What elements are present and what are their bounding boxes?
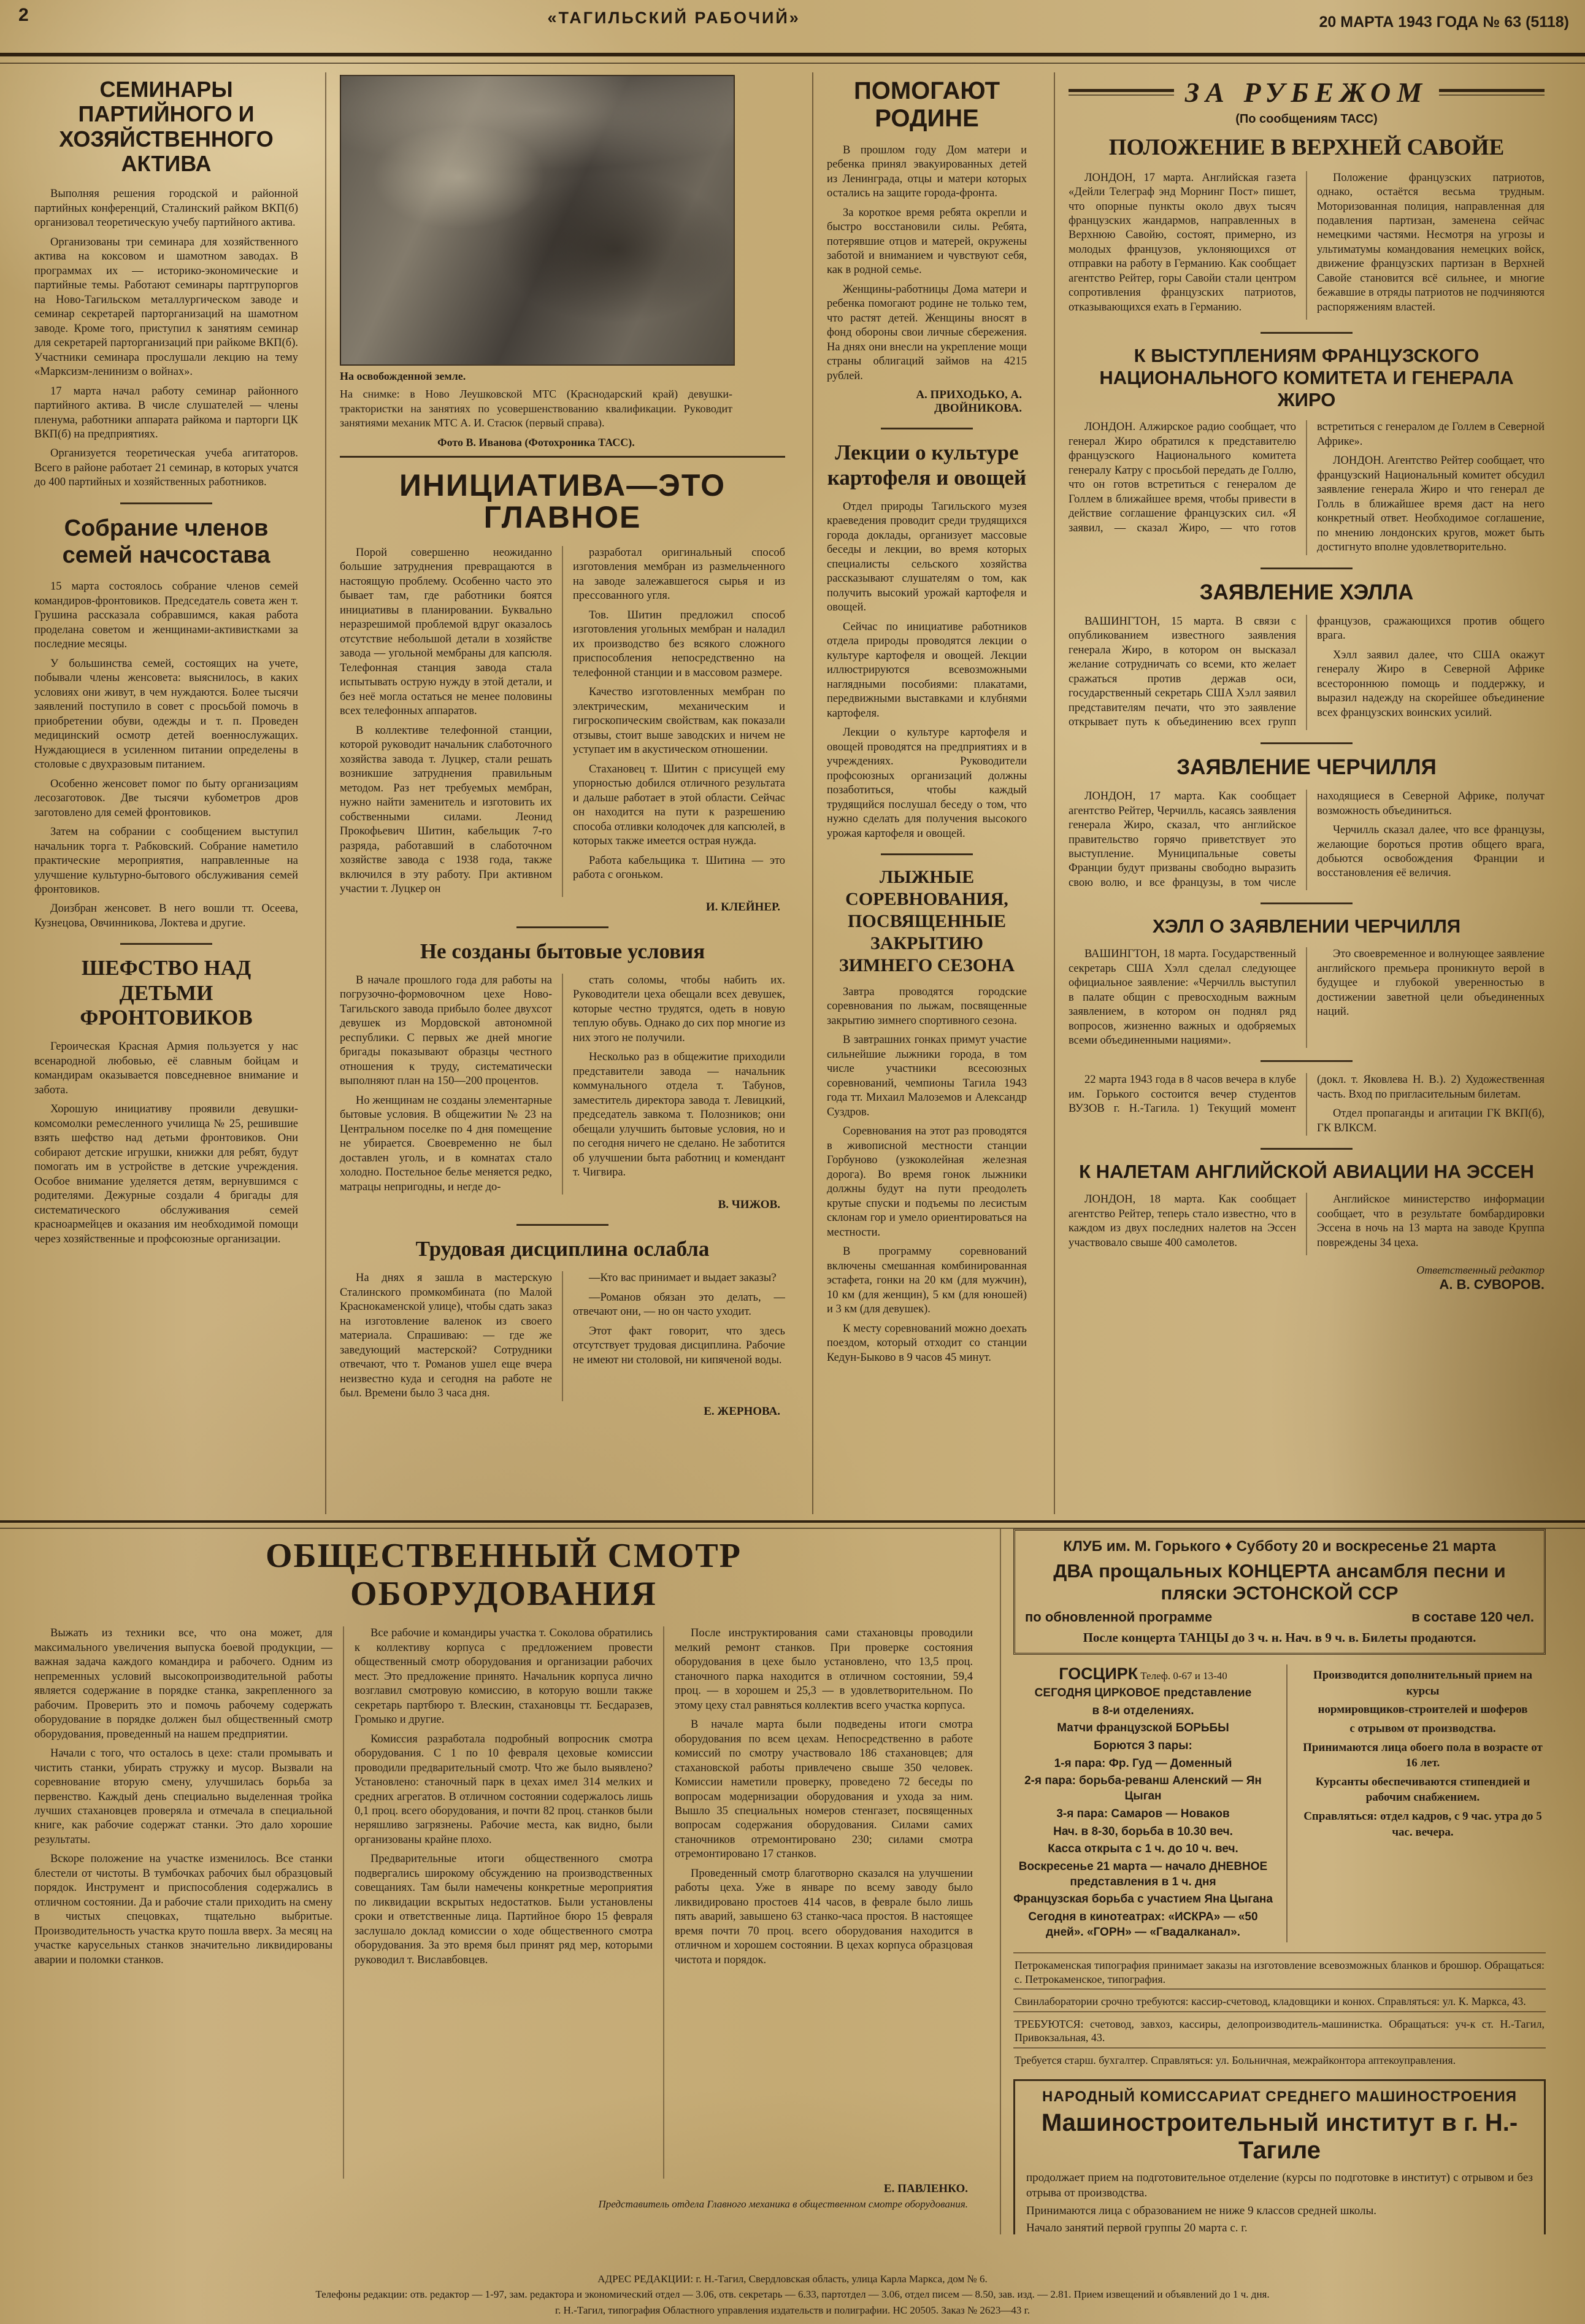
paragraph: За короткое время ребята окрепли и быстро восстановили силы. Ребята, потерявшие отцов и матерей, окружены заботой и вниманием и чувствуют себя, как в родной семье. — [827, 206, 1027, 277]
page-number: 2 — [18, 5, 29, 25]
paragraph: В коллективе телефонной станции, которой руководит начальник слаботочного хозяйства завода т. Луцкер, стали решать возникшие затруднения правильным методом. Раз нет требуемых мембран, нужно найти заменитель и изготовить их собственными силами. Леонид Прокофьевич Шитин, кабельщик 7-го разряда, работавший в слаботочном хозяйстве завода с 1938 года, также включился в эту работу. При активном участии т. Луцкер он — [340, 724, 552, 896]
notice-item — [1013, 1988, 1546, 2011]
paragraph: ЛОНДОН. Агентство Рейтер сообщает, что французский Национальный комитет обсудил заявление генерала Жиро и что генерал де Голль в ближайшее время даст на него конкретный ответ. Необходимое соглашение, по мнению лондонских кругов, может быть достигнуто вполне удовлетворительно. — [1317, 455, 1545, 554]
paragraph: 15 марта состоялось собрание членов семей командиров-фронтовиков. Председатель совета жен т. Грушина рассказала собравшимся, какая работа проделана советом и женщинами-активистками за последние месяцы. — [34, 580, 298, 651]
paragraph: ВАШИНГТОН, 15 марта. В связи с опубликованием известного заявления генерала Жиро, в котором он высказал желание сотрудничать со всеми, кто желает сражаться против держав оси, государственный секретарь США Хэлл заявил представителям печати, что это заявление открывает путь к объединению всех групп французов, сражающихся против общего врага. — [1069, 615, 1545, 729]
paragraph: СЕГОДНЯ ЦИРКОВОЕ представление — [1034, 1687, 1252, 1699]
paragraph: Организованы три семинара для хозяйственного актива на коксовом и шамотном заводах. В программах их — историко-экономические и партийные темы. Работают семинары партгрупоргов на Ново-Тагильском металлургическом заводе и семинар секретарей парторганизаций на шамотном заводе. Кроме того, приступил к занятиям семинар для секретарей парторганизаций при райкоме ВКП(б). Участники семинара прослушали лекцию на тему «Марксизм-ленинизм о войнах». — [34, 236, 298, 379]
ad-club-gorky — [1013, 1529, 1546, 1655]
photo-caption-text: На снимке: в Ново Леушковской МТС (Краснодарский край) девушки-трактористки на занятиях по усовершенствованию квалификации. Руководит занятиями механик МТС А. И. Стасюк (первый справа). — [340, 388, 732, 429]
paragraph: Женщины-работницы Дома матери и ребенка помогают родине не только тем, что растят детей. Женщины вносят в фонд обороны свои личные сбережения. На днях они внесли на укрепление мощи страны облигаций займов на 4215 рублей. — [827, 283, 1027, 382]
ad-institute-header1: НАРОДНЫЙ КОМИССАРИАТ СРЕДНЕГО МАШИНОСТРОЕНИЯ — [1042, 2088, 1517, 2106]
paragraph: Качество изготовленных мембран по электрическим, механическим и гигроскопическим свойствам, как показали отзывы, стоит выше заводских и ничем не уступает им в акустическом отношении. — [573, 686, 785, 756]
paragraph: Вскоре положение на участке изменилось. Все станки блестели от чистоты. В тумбочках рабочих был образцовый порядок. Инструмент и приспособления содержались в отличном состоянии. Да и рабочие стали приходить на смену в чистых спецовках, тщательно выбритые. Производительность участка круто пошла вверх. За месяц на участке карусельных станков значительно ликвидированы аварии и поломки станков. — [34, 1853, 332, 1966]
paragraph: стать соломы, чтобы набить их. Руководители цеха обещали всех девушек, которые честно трудятся, одеть в новую теплую обувь. Однако до сих пор многие из них этого не получили. — [573, 974, 785, 1044]
ad-circus-lines — [1013, 1686, 1273, 1940]
paragraph: Курсанты обеспечиваются стипендией и рабочим снабжением. — [1315, 1775, 1530, 1804]
editor-name: А. В. СУВОРОВ. — [1439, 1276, 1545, 1292]
paragraph: Принимаются лица с образованием не ниже 9 классов средней школы. — [1026, 2204, 1377, 2217]
ads-column — [1000, 1529, 1546, 2234]
paragraph: В завтрашних гонках примут участие сильнейшие лыжники города, в том числе участники всесоюзных соревнований, чемпионы Тагила 1943 года тт. Михаил Малоземов и Александр Суздров. — [827, 1034, 1027, 1118]
rule-left — [1069, 89, 1174, 96]
paragraph: ЛОНДОН, 18 марта. Как сообщает агентство Рейтер, теперь стало известно, что в каждом из двух последних налетов на Эссен участвовало свыше 400 самолетов. — [1069, 1193, 1296, 1249]
ad-club-line1: КЛУБ им. М. Горького ♦ Субботу 20 и воскресенье 21 марта — [1063, 1538, 1496, 1555]
bottom-section — [34, 1529, 1549, 2234]
photo-credit: Фото В. Иванова (Фотохроника ТАСС). — [437, 436, 635, 448]
article-body-sobranie — [34, 580, 298, 931]
ad-club-line5: После концерта ТАНЦЫ до 3 ч. н. Нач. в 9 ч. в. Билеты продаются. — [1083, 1630, 1476, 1645]
foreign-body-savoy — [1069, 171, 1545, 320]
paragraph: с отрывом от производства. — [1349, 1722, 1496, 1735]
paragraph: Хэлл заявил далее, что США окажут генералу Жиро в Северной Африке всестороннюю помощь и поддержку, и выразил надежду на скорейшее объединение всех французских воинских усилий. — [1317, 648, 1545, 719]
paragraph: —Романов обязан это делать, — отвечают они, — но он часто уходит. — [573, 1291, 785, 1318]
separator-rule — [1261, 1060, 1353, 1062]
byline-note-smotr: Представитель отдела Главного механика в общественном смотре оборудования. — [598, 2198, 968, 2210]
ad-circus-phones: Телеф. 0-67 и 13-40 — [1140, 1670, 1227, 1682]
foreign-article — [1069, 915, 1545, 1048]
article-body-shefstvo — [34, 1040, 298, 1247]
rule-right — [1439, 89, 1545, 96]
ad-club-line4: в составе 120 чел. — [1411, 1609, 1534, 1625]
foreign-article — [1069, 345, 1545, 555]
article-body-lekcii — [827, 500, 1027, 841]
editor-signature — [1069, 1264, 1545, 1293]
foreign-body-hull — [1069, 615, 1545, 730]
paragraph: Справляться: отдел кадров, с 9 час. утра до 5 час. вечера. — [1303, 1810, 1542, 1839]
smotr-title — [34, 1537, 973, 1613]
photo-block — [340, 75, 785, 450]
separator-rule — [120, 943, 212, 945]
separator-rule — [1261, 902, 1353, 904]
paragraph: Организуется теоретическая учеба агитаторов. Всего в районе работает 21 семинар, в которых учатся до 400 партийных и хозяйственных работников. — [34, 447, 298, 489]
paragraph: Работа кабельщика т. Шитина — это работа с огоньком. — [573, 854, 785, 882]
paragraph: Предварительные итоги общественного смотра подвергались широкому обсуждению на производственных совещаниях. Там были намечены конкретные мероприятия по ликвидации вскрытых недостатков. Были установлены сроки и ответственные лица. Партийное бюро 15 февраля заслушало доклад комиссии о ходе общественного смотра оборудования. За это время был принят ряд мер, которыми руководил т. Виславбовцев. — [355, 1853, 653, 1966]
article-body-rodina — [827, 144, 1027, 384]
column-2-3 — [325, 72, 785, 1514]
smotr-title-line1: ОБЩЕСТВЕННЫЙ СМОТР — [265, 1537, 742, 1575]
paragraph: —Кто вас принимает и выдает заказы? — [589, 1272, 777, 1285]
paragraph: Лекции о культуре картофеля и овощей проводятся на предприятиях и в учреждениях. Руководители профсоюзных организаций должны позаботиться, чтобы каждый трудящийся послушал беседу о том, что нужно сделать для получения высокого урожая картофеля и овощей. — [827, 726, 1027, 840]
paragraph: Английское министерство информации сообщает, что в результате бомбардировки Эссена в ночь на 13 марта на заводе Круппа повреждены 34 цеха. — [1317, 1193, 1545, 1249]
paragraph: Черчилль сказал далее, что все французы, желающие бороться против общего врага, добьются освобождения Франции и восстановления её величия. — [1317, 824, 1545, 880]
ad-club-line34 — [1025, 1609, 1534, 1625]
paragraph: Отдел природы Тагильского музея краеведения проводит среди трудящихся города доклады, организует массовые беседы и лекции, во время которых специалисты сельского хозяйства рассказывают слушателям о том, как получить высокий урожай картофеля и овощей. — [827, 500, 1027, 614]
notice-text: Петрокаменская типография принимает заказы на изготовление всевозможных бланков и брошюр. Обращаться: с. Петрокаменское, типография. — [1015, 1959, 1545, 1985]
column-4 — [812, 72, 1027, 1514]
paragraph: Тов. Шитин предложил способ изготовления угольных мембран и наладил их производство без всякого сложного приспособления непосредственно на телефонной станции и в массовом размере. — [573, 609, 785, 679]
footer-print-info: г. Н.-Тагил, типография Областного управления издательств и полиграфии. НС 20505. Заказ № 2623—43 г. — [555, 2304, 1030, 2316]
article-body-byt — [340, 974, 785, 1195]
notice-item — [1013, 2011, 1546, 2047]
paragraph: 1-я пара: Фр. Гуд — Доменный — [1054, 1756, 1232, 1770]
notice-item — [1013, 2047, 1546, 2070]
editor-label: Ответственный редактор — [1416, 1263, 1545, 1276]
ad-club-line2: ДВА прощальных КОНЦЕРТА ансамбля песни и пляски ЭСТОНСКОЙ ССР — [1053, 1560, 1506, 1604]
ad-pair — [1013, 1664, 1546, 1942]
paragraph: У большинства семей, состоящих на учете, побывали члены женсовета: выяснилось, в каких условиях они живут, в чем нуждаются. Более тысячи заявлений поступило в совет с просьбой помочь в приобретении обуви, одежды и т. п. Проведен медицинский осмотр детей военнослужащих. Нуждающиеся в усиленном питании определены в столовые с двухразовым питанием. — [34, 657, 298, 771]
paragraph: Начало занятий первой группы 20 марта с. г. — [1026, 2222, 1248, 2234]
paragraph: в 8-и отделениях. — [1092, 1704, 1194, 1717]
paragraph: ВАШИНГТОН, 18 марта. Государственный секретарь США Хэлл сделал следующее официальное заявление: «Черчилль выступил в палате общин с превосходным важным заявлением, в котором он поднял ряд вопросов, жизненно важных и одобряемых всеми объединенными нациями». — [1069, 948, 1296, 1047]
paragraph: разработал оригинальный способ изготовления мембран из размельченного на заводе залежавшегося сырья и из прессованного угля. — [573, 546, 785, 602]
paragraph: Касса открыта с 1 ч. до 10 ч. веч. — [1048, 1842, 1238, 1856]
paragraph: Французская борьба с участием Яна Цыгана — [1013, 1893, 1273, 1906]
separator-rule — [1261, 332, 1353, 334]
byline-initiative: И. КЛЕЙНЕР. — [705, 900, 780, 914]
foreign-title-zhiro: К ВЫСТУПЛЕНИЯМ ФРАНЦУЗСКОГО НАЦИОНАЛЬНОГО КОМИТЕТА И ГЕНЕРАЛА ЖИРО — [1099, 345, 1514, 410]
separator-rule — [516, 1224, 608, 1226]
paragraph: 2-я пара: борьба-реванш Аленский — Ян Цыган — [1024, 1774, 1262, 1803]
paragraph: Стахановец т. Шитин с присущей ему упорностью добился отличного результата и дальше работает в этой области. Сейчас он находится на пути к разрешению способа отливки колодочек для капсюлей, в которых также имеется острая нужда. — [573, 763, 785, 848]
paragraph: Порой совершенно неожиданно большие затруднения превращаются в настоящую проблему. Особенно часто это бывает там, где работники боятся инициативы в планировании. Буквально неразрешимой проблемой вдруг оказалось отсутствие небольшой детали в хозяйстве завода — угольной мембраны для капсюля. Телефонная станция завода стала испытывать острую нужду в этой детали, и без неё могла остаться не менее половины всех телефонных аппаратов. — [340, 546, 552, 718]
paragraph: Завтра проводятся городские соревнования по лыжам, посвященные закрытию зимнего спортивного сезона. — [827, 985, 1027, 1027]
issue-date-line: 20 МАРТА 1943 ГОДА № 63 (5118) — [1319, 13, 1569, 31]
paragraph: В начале марта были подведены итоги смотра оборудования по всем цехам. Непосредственно в работе комиссий по смотру участвовало 186 стахановцев; для стахановской работы привлечено свыше 350 человек. Комиссии наметили проверку, проведено 72 беседы по вопросам модернизации оборудования и ухода за ним. Вышло 35 специальных номеров стенгазет, посвященных вопросам содержания оборудования. Силами самих станочников отремонтировано 230; силами смотра отремонтировано 17 станков. — [675, 1718, 973, 1861]
header-rule — [0, 53, 1585, 64]
newspaper-title: «ТАГИЛЬСКИЙ РАБОЧИЙ» — [547, 9, 800, 27]
article-title-seminars: СЕМИНАРЫ ПАРТИЙНОГО И ХОЗЯЙСТВЕННОГО АКТИВА — [59, 77, 274, 176]
column-foreign — [1054, 72, 1545, 1514]
separator-rule — [120, 502, 212, 504]
ad-circus — [1013, 1664, 1273, 1942]
paragraph: В прошлом году Дом матери и ребенка принял эвакуированных детей из Ленинграда, отцы и матери которых остались на защите города-фронта. — [827, 144, 1027, 200]
separator-rule — [881, 428, 973, 429]
paragraph: После инструктирования сами стахановцы проводили мелкий ремонт станков. При проверке состояния оборудования в цехе было установлено, что 13,5 проц. станочного парка находится в отличном состоянии, 59,4 проц. — в хорошем и 25,3 — в удовлетворительном. По этому цеху стал равняться коллектив всего участка корпуса. — [675, 1627, 973, 1712]
paragraph: ЛОНДОН. Алжирское радио сообщает, что генерал Жиро обратился к представителю французского Национального комитета генералу Катру с просьбой передать де Голлю, что он готов встретиться с генералом де Голлем в ближайшее время, чтобы привести в действие соглашение французских сил. «Я заявил, — сказал Жиро, — что готов встретиться с генералом де Голлем в Северной Африке». — [1069, 421, 1545, 534]
paragraph: Затем на собрании с сообщением выступил начальник торга т. Рабковский. Собрание наметило практические мероприятия, направленные на улучшение культурно-бытового обслуживания семей фронтовиков. — [34, 826, 298, 896]
foreign-section-titlebar — [1069, 76, 1545, 109]
paragraph: Комиссия разработала подробный вопросник смотра оборудования. С 1 по 10 февраля цеховые комиссии проводили предварительный смотр. Что же было выявлено? Установлено: станочный парк в цехах имел 314 мелких и средних агрегатов. В отличном состоянии содержалось лишь 0,1 проц. всего оборудования, и почти 82 проц. станков были неряшливо загрязнены. Рабочие места, как видно, были организованы крайне плохо. — [355, 1733, 653, 1846]
paragraph: Этот факт говорит, что здесь отсутствует трудовая дисциплина. Рабочие не имеют ни столовой, ни кипяченой воды. — [573, 1325, 785, 1366]
paragraph: Хорошую инициативу проявили девушки-комсомолки ремесленного училища № 25, решившие взять шефство над детьми фронтовиков. Они собирают детские игрушки, книжки для ребят, будут помогать им в устройстве в детские учреждения. Особое внимание уделяется детям, вернувшимся с родителями. Дежурные создали 4 бригады для систематического обслуживания семей красноармейцев и оказания им необходимой помощи через хозяйственные и профсоюзные организации. — [34, 1103, 298, 1245]
article-body-initiative — [340, 546, 785, 897]
paragraph: Особенно женсовет помог по быту организациям лесозаготовок. Две тысячи кубометров дров заготовлено для семей фронтовиков. — [34, 777, 298, 819]
foreign-title-savoy: ПОЛОЖЕНИЕ В ВЕРХНЕЙ САВОЙЕ — [1108, 135, 1505, 160]
paragraph: К месту соревнований можно доехать поездом, который отходит со станции Кедун-Быково в 9 часов 45 минут. — [827, 1322, 1027, 1364]
news-photo — [340, 75, 735, 366]
smotr-title-line2: ОБОРУДОВАНИЯ — [350, 1574, 657, 1613]
article-body-seminars — [34, 187, 298, 490]
byline-discipline: Е. ЖЕРНОВА. — [704, 1404, 780, 1418]
paragraph: Соревнования на этот раз проводятся в живописной местности станции Горбуново (узкоколейная железная дорога). Во время гонок лыжники должны будут на пути преодолеть крутые спуски и подъемы по лесистым склонам гор и умело ориентироваться на местности. — [827, 1125, 1027, 1239]
paragraph: Это своевременное и волнующее заявление английского премьера проникнуто верой в будущее и глубокой уверенностью в достижении заветной цели объединенных наций. — [1317, 948, 1545, 1018]
notice-text: Требуется старш. бухгалтер. Справляться: ул. Больничная, межрайконтора аптекоуправления. — [1015, 2053, 1456, 2066]
foreign-title-churchill: ЗАЯВЛЕНИЕ ЧЕРЧИЛЛЯ — [1176, 755, 1437, 779]
paragraph: продолжает прием на подготовительное отделение (курсы по подготовке в институт) с отрывом и без отрыва от производства. — [1026, 2171, 1533, 2199]
foreign-article — [1069, 135, 1545, 320]
smotr-article — [34, 1529, 973, 2234]
foreign-body-essen — [1069, 1193, 1545, 1255]
page-footer — [0, 2271, 1585, 2318]
notice-text: Свинлаборатории срочно требуются: кассир-счетовод, кладовщики и конюх. Справляться: ул. К. Маркса, 43. — [1015, 1995, 1526, 2008]
foreign-body-churchill — [1069, 790, 1545, 890]
smotr-body — [34, 1626, 973, 2179]
paragraph: Матчи французской БОРЬБЫ — [1057, 1722, 1229, 1735]
separator-rule — [881, 853, 973, 855]
bottom-section-rule — [0, 1520, 1585, 1529]
foreign-title-essen: К НАЛЕТАМ АНГЛИЙСКОЙ АВИАЦИИ НА ЭССЕН — [1079, 1161, 1534, 1183]
paragraph: Производится дополнительный прием на курсы — [1313, 1669, 1532, 1698]
foreign-article — [1069, 580, 1545, 730]
article-body-discipline — [340, 1271, 785, 1401]
article-title-sobranie: Собрание членов семей начсостава — [62, 515, 271, 568]
ad-club-line3: по обновленной программе — [1025, 1609, 1213, 1625]
byline-smotr: Е. ПАВЛЕНКО. — [883, 2182, 968, 2196]
paragraph: Все рабочие и командиры участка т. Соколова обратились к коллективу корпуса с предложением провести общественный смотр оборудования и организации рабочих мест. Это предложение принято. Начальник корпуса лично возглавил смотровую комиссию, в которую вошли также секретарь партбюро т. Влескин, стахановцы тт. Бесдаразев, Громыко и другие. — [355, 1627, 653, 1726]
notices-block — [1013, 1952, 1546, 2069]
ad-circus-name: ГОСЦИРК — [1059, 1664, 1138, 1683]
paragraph: нормировщиков-строителей и шоферов — [1318, 1703, 1528, 1717]
paragraph: Проведенный смотр благотворно сказался на улучшении работы цеха. Уже в январе по всему заводу было ликвидировано простоев 414 часов, в феврале было лишь пять аварий, завышено 63 станко-часа простоя. В настоящее время почти 70 проц. всего оборудования находится в отличном и хорошем состоянии. В цехах корпуса образцовая чистота и порядок. — [675, 1867, 973, 1966]
separator-rule — [340, 456, 785, 458]
notice-students-evening-body — [1069, 1073, 1545, 1136]
paragraph: В начале прошлого года для работы на погрузочно-формовочном цехе Ново-Тагильского завода прибыло более двухсот девушек из Мордовской автономной республики. С первых же дней многие бригады показывают образцы честного отношения к труду, систематически выполняют план на 150—200 процентов. — [340, 974, 552, 1088]
separator-rule — [516, 926, 608, 928]
paragraph: Нач. в 8-30, борьба в 10.30 веч. — [1053, 1825, 1233, 1838]
separator-rule — [1261, 742, 1353, 744]
footer-address: АДРЕС РЕДАКЦИИ: г. Н.-Тагил, Свердловская область, улица Карла Маркса, дом № 6. — [597, 2272, 988, 2285]
paragraph: 17 марта начал работу семинар районного партийного актива. В числе слушателей — члены пленума, работники аппарата райкома и парторги ЦК ВКП(б) на предприятиях. — [34, 385, 298, 441]
article-title-lyzhi: ЛЫЖНЫЕ СОРЕВНОВАНИЯ, ПОСВЯЩЕННЫЕ ЗАКРЫТИЮ ЗИМНЕГО СЕЗОНА — [839, 866, 1015, 975]
paragraph: ЛОНДОН, 17 марта. Как сообщает агентство Рейтер, Черчилль, касаясь заявления генерала Жиро, сказал, что английское правительство горячо приветствует это выступление. Муниципальные советы Франции будут призваны свободно выразить свою волю, и все французы, в том числе находящиеся в Северной Африке, получат возможность объединиться. — [1069, 790, 1545, 889]
foreign-title-hull: ЗАЯВЛЕНИЕ ХЭЛЛА — [1199, 580, 1414, 604]
article-title-rodina: ПОМОГАЮТ РОДИНЕ — [853, 77, 1000, 132]
paragraph: Борются 3 пары: — [1094, 1739, 1192, 1753]
article-title-shefstvo: ШЕФСТВО НАД ДЕТЬМИ ФРОНТОВИКОВ — [80, 956, 253, 1029]
paragraph: В программу соревнований включены смешанная комбинированная эстафета, гонки на 20 км (для мужчин), 10 км (для женщин), 5 км (для юношей) и 3 км (для девушек). — [827, 1245, 1027, 1316]
foreign-title-hull-churchill: ХЭЛЛ О ЗАЯВЛЕНИИ ЧЕРЧИЛЛЯ — [1152, 915, 1461, 937]
main-columns — [34, 72, 1549, 1514]
footer-phones: Телефоны редакции: отв. редактор — 1-97, зам. редактора и экономический отдел — 3.06, отв. секретарь — 6.33, партотдел — 3.06, отдел писем — 8.50, зав. изд. — 2.81. Прием извещений и объявлений до 1 ч. дня. — [315, 2288, 1270, 2300]
column-1 — [34, 72, 298, 1514]
paragraph: Несколько раз в общежитие приходили представители завода — начальник коммунального отдела т. Табунов, заместитель директора завода т. Левицкий, председатель завкома т. Полозников; они обещали улучшить бытовые условия, но и по сегодня ничего не сделано. Не заботится об улучшении быта работниц и комендант т. Чигвира. — [573, 1051, 785, 1179]
foreign-body-zhiro — [1069, 420, 1545, 555]
paragraph: Но женщинам не созданы элементарные бытовые условия. В общежитии № 23 на Центральном поселке по 4 дня помещение не убирается. Своевременно не был доставлен уголь, и в комнатах стало холодно. Постельное белье меняется редко, матрацы непригодны, и негде до- — [340, 1094, 552, 1193]
ad-institute-header2: Машиностроительный институт в г. Н.-Тагиле — [1041, 2109, 1518, 2164]
photo-caption-title: На освобожденной земле. — [340, 370, 466, 382]
paragraph: ЛОНДОН, 17 марта. Английская газета «Дейли Телеграф энд Морнинг Пост» пишет, что опорные пункты около двух тысяч французских жандармов, направленных в Верхнюю Савойю, состоят, примерно, из молодых французов, уклоняющихся от отправки на работу в Германию. Как сообщает агентство Рейтер, горы Савойи стали центром сопротивления французских патриотов, отказывающихся ехать в Германию. — [1069, 171, 1296, 314]
paragraph: Воскресенье 21 марта — начало ДНЕВНОЕ представления в 1 ч. дня — [1018, 1860, 1268, 1888]
article-title-byt: Не созданы бытовые условия — [420, 939, 705, 963]
paragraph: 3-я пара: Самаров — Новаков — [1056, 1807, 1230, 1820]
article-title-lekcii: Лекции о культуре картофеля и овощей — [827, 441, 1027, 490]
paragraph: Выжать из техники все, что она может, для максимального увеличения выпуска боевой продукции, — важная задача каждого командира и рабочего. Одним из непременных условий высокопроизводительной работы является содержание в порядке станка, закрепленного за рабочим. Проверить это и помочь рабочему содержать оборудование в порядке должен был общественный смотр оборудования, проведенный на нашем предприятии. — [34, 1627, 332, 1741]
byline-rodina: А. ПРИХОДЬКО, А. ДВОЙНИКОВА. — [916, 388, 1022, 415]
foreign-body-hull-churchill — [1069, 947, 1545, 1048]
paragraph: 22 марта 1943 года в 8 часов вечера в клубе им. Горького состоится вечер студентов ВУЗОВ г. Н.-Тагила. 1) Текущий момент (докл. т. Яковлева Н. В.). 2) Художественная часть. Вход по пригласительным билетам. — [1069, 1074, 1545, 1115]
paragraph: На днях я зашла в мастерскую Сталинского промкомбината (по Малой Краснокаменской улице), чтобы сдать заказ на изготовление валенок из своего материала. Спрашиваю: — где же заведующий мастерской? Сотрудники отвечают, что т. Романов ушел еще вчера неизвестно куда и сегодня на работе не был. Времени было 3 часа дня. — [340, 1272, 552, 1400]
paragraph: Начали с того, что осталось в цехе: стали промывать и чистить станки, убирать стружку и мусор. Вызвали на соревнование вторую смену, улучшилась борьба за первенство. Каждый день специально выделенная тройка лучших стахановцев проверяла и отмечала в специальной книге, как рабочие содержат станки. Это дало хорошие результаты. — [34, 1747, 332, 1846]
paragraph: Доизбран женсовет. В него вошли тт. Осеева, Кузнецова, Овчинникова, Локтева и другие. — [34, 902, 298, 929]
separator-rule — [1261, 1148, 1353, 1150]
paragraph: Героическая Красная Армия пользуется у нас всенародной любовью, её славным бойцам и командирам оказывается повседневное внимание и забота. — [34, 1041, 298, 1096]
article-title-initiative: ИНИЦИАТИВА—ЭТО ГЛАВНОЕ — [399, 467, 726, 535]
foreign-section-subtitle: (По сообщениям ТАСС) — [1235, 112, 1378, 126]
foreign-article — [1069, 1161, 1545, 1255]
paragraph: Положение французских патриотов, однако, остаётся весьма трудным. Моторизованная полиция, направленная для подавления партизан, заменена сейчас немецкими частями. Несмотря на угрозы и ультиматумы командования немецких войск, движение французских партизан в Верхней Савойе становится всё сильнее, и многие бежавшие в отряды патриотов не подчиняются распоряжениям властей. — [1317, 171, 1545, 314]
paragraph: Сейчас по инициативе работников отдела природы проводятся лекции о культуре картофеля и овощей. Лекции иллюстрируются всевозможными наглядными пособиями: плакатами, передвижными выставками и клубнями картофеля. — [827, 620, 1027, 720]
byline-byt: В. ЧИЖОВ. — [718, 1198, 780, 1212]
article-body-lyzhi — [827, 985, 1027, 1365]
page-header — [18, 4, 1569, 52]
notice-text: ТРЕБУЮТСЯ: счетовод, завхоз, кассиры, делопроизводитель-машинистка. Обращаться: уч-к ст. Н.-Тагил, Привокзальная, 43. — [1015, 2017, 1545, 2044]
paragraph: Отдел пропаганды и агитации ГК ВКП(б), ГК ВЛКСМ. — [1317, 1107, 1545, 1134]
separator-rule — [1261, 568, 1353, 569]
paragraph: Сегодня в кинотеатрах: «ИСКРА» — «50 дней». «ГОРН» — «Гвадалканал». — [1028, 1910, 1258, 1939]
ad-courses — [1286, 1664, 1546, 1942]
ad-courses-lines — [1300, 1668, 1546, 1840]
article-title-discipline: Трудовая дисциплина ослабла — [415, 1237, 710, 1261]
photo-caption — [340, 369, 732, 450]
notice-item — [1013, 1952, 1546, 1988]
notice-students-evening — [1069, 1073, 1545, 1136]
paragraph: Принимаются лица обоего пола в возрасте от 16 лет. — [1303, 1741, 1543, 1770]
ad-institute-body — [1026, 2171, 1533, 2234]
foreign-article — [1069, 755, 1545, 891]
paragraph: Выполняя решения городской и районной партийных конференций, Сталинский райком ВКП(б) организовал теоретическую учебу партийного актива. — [34, 188, 298, 229]
ad-institute — [1013, 2079, 1546, 2234]
foreign-section-title: ЗА РУБЕЖОМ — [1184, 77, 1429, 108]
